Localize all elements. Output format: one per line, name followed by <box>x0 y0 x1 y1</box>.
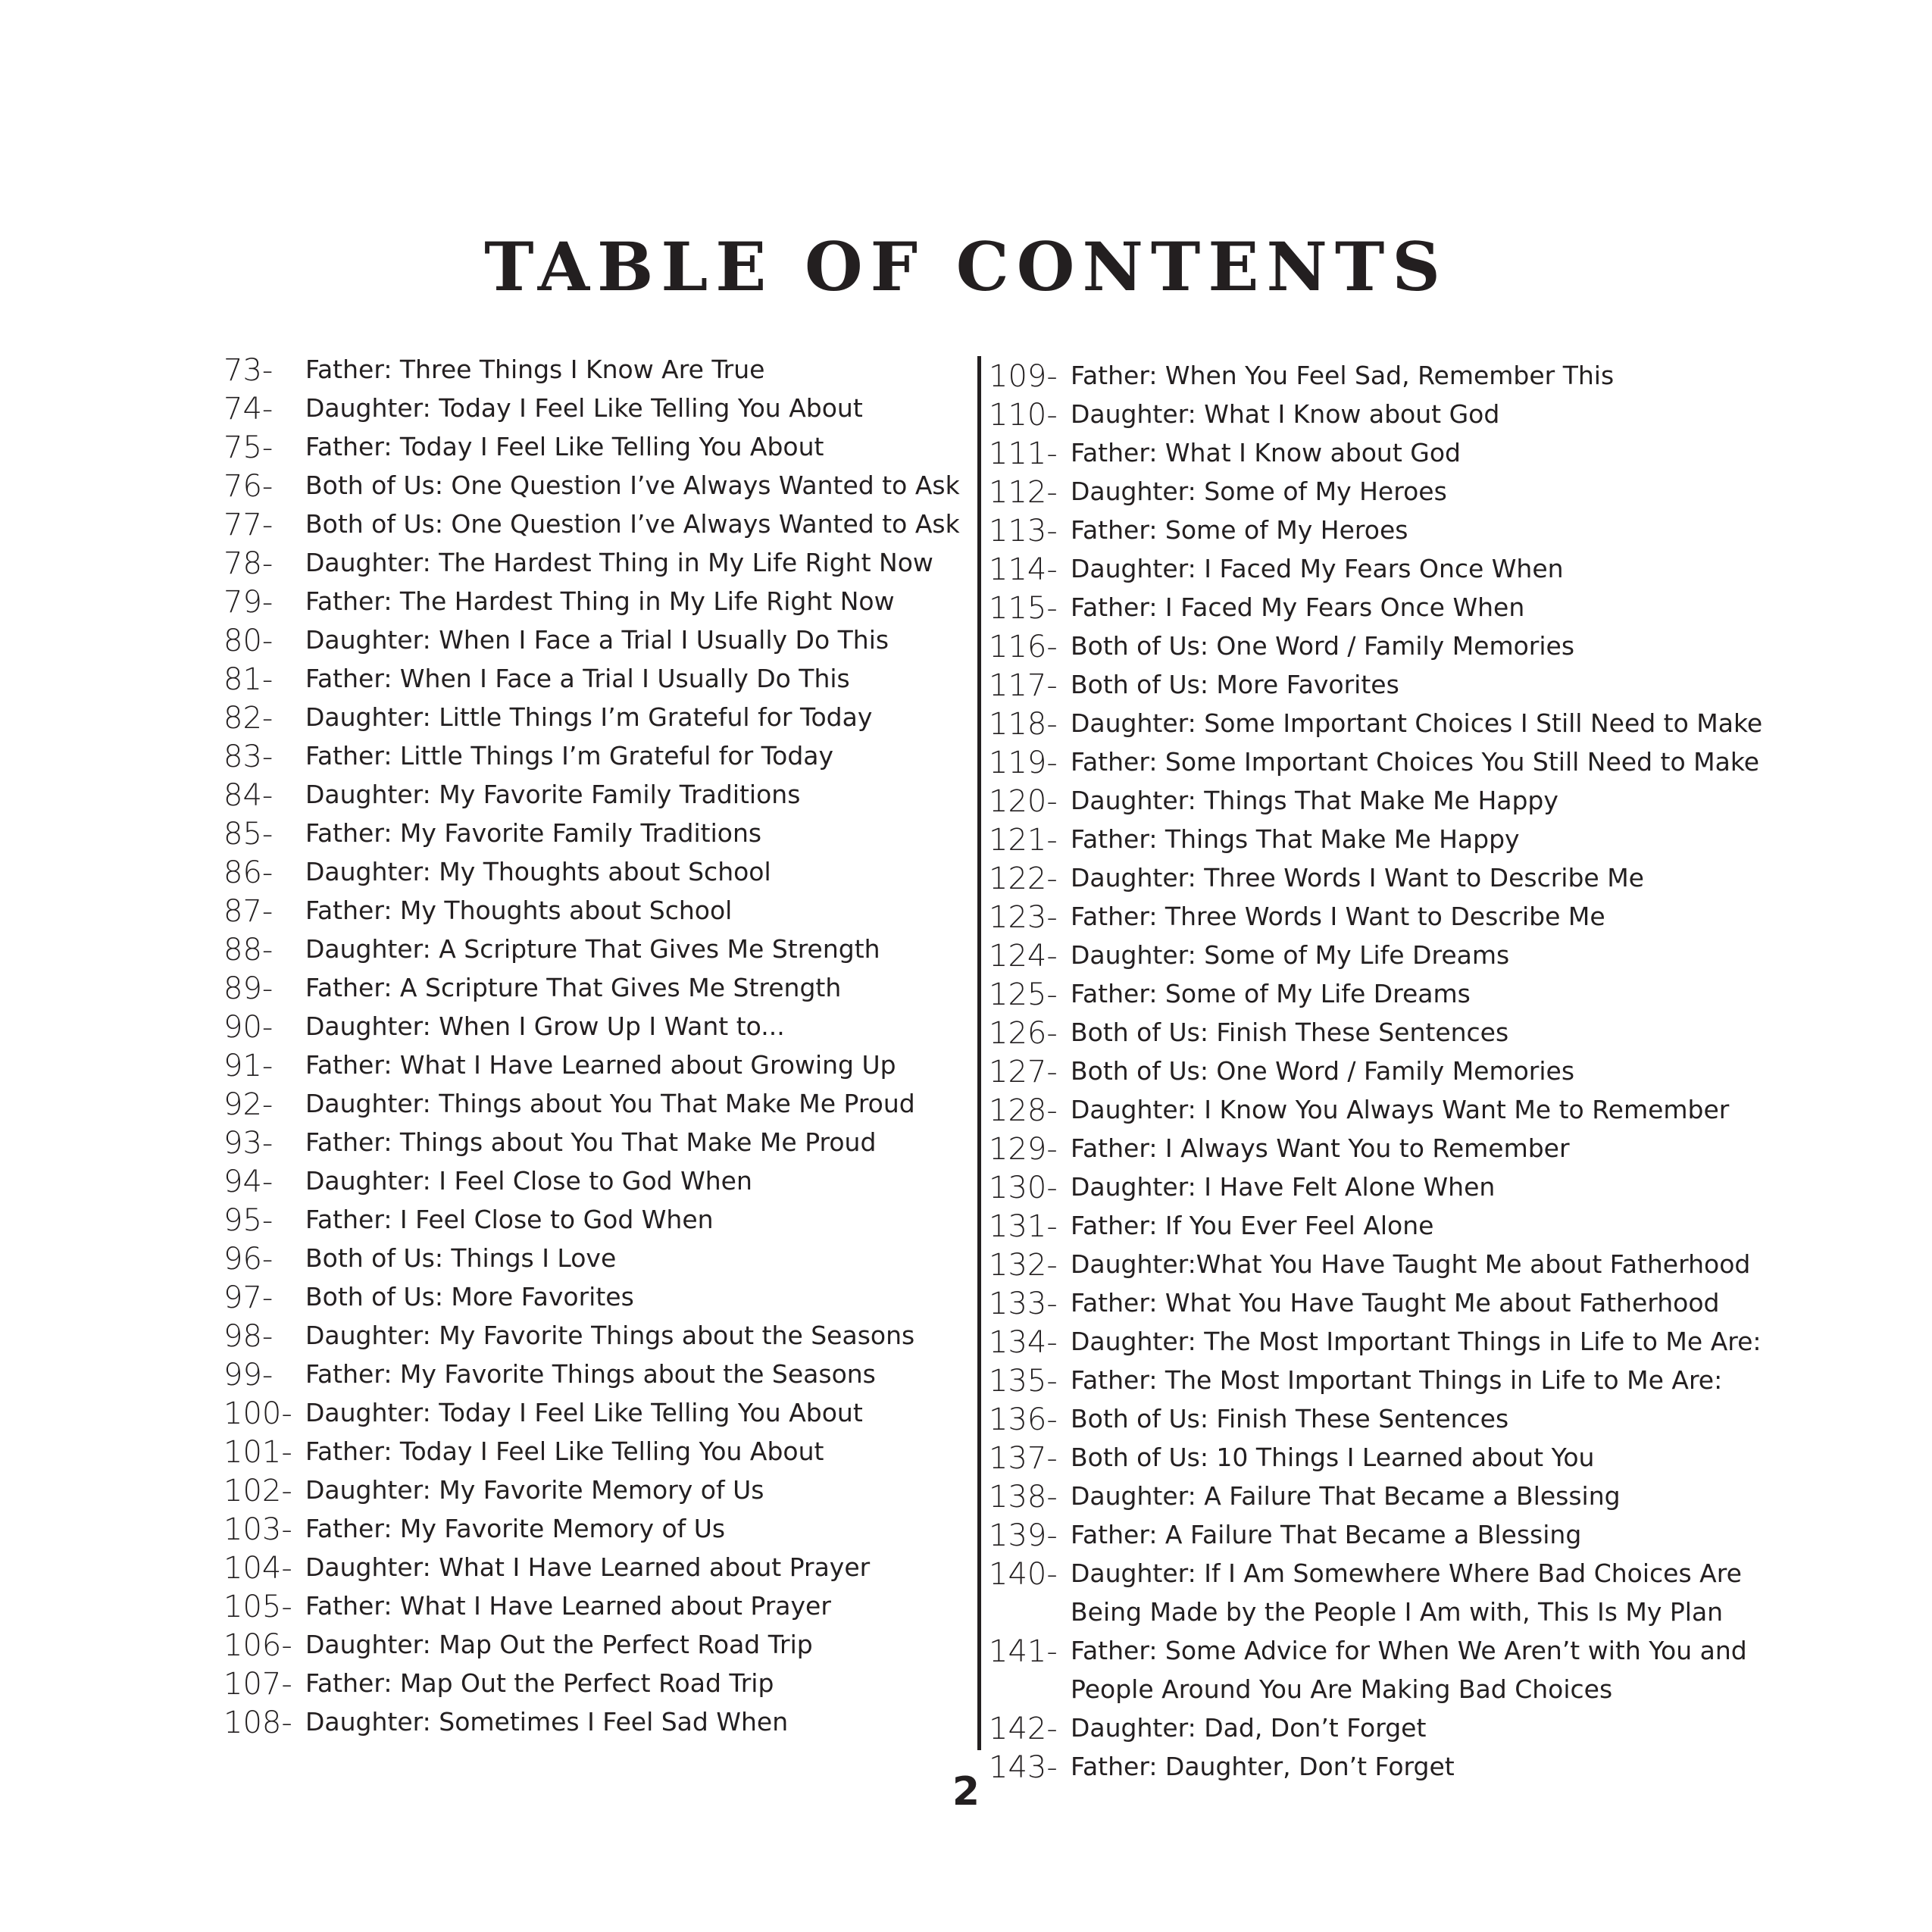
toc-entry-title: Father: A Scripture That Gives Me Strength <box>305 973 842 1002</box>
toc-entry-title: Daughter: What I Have Learned about Prayer <box>305 1552 871 1582</box>
toc-entry-number: 84- <box>224 778 274 813</box>
toc-entry-title: Father: If You Ever Feel Alone <box>1071 1211 1434 1240</box>
toc-entry-number: 108- <box>224 1705 292 1740</box>
toc-entry-number: 92- <box>224 1087 274 1122</box>
toc-entry-number: 100- <box>224 1396 292 1431</box>
toc-entry-title: Father: Some Advice for When We Aren’t with You and <box>1071 1636 1747 1665</box>
toc-entry-title: Both of Us: More Favorites <box>305 1282 634 1311</box>
toc-entry-title: Father: Daughter, Don’t Forget <box>1071 1752 1455 1781</box>
toc-entry-number: 124- <box>989 939 1058 974</box>
toc-entry-title: Daughter: Sometimes I Feel Sad When <box>305 1707 789 1737</box>
toc-entry-number: 110- <box>989 398 1058 433</box>
toc-entry-number: 106- <box>224 1628 292 1663</box>
toc-entry-number: 140- <box>989 1557 1058 1592</box>
toc-entry-title: Both of Us: More Favorites <box>1071 670 1399 699</box>
toc-entry-title: Both of Us: Finish These Sentences <box>1071 1404 1509 1433</box>
toc-entry-title: Daughter: If I Am Somewhere Where Bad Choices Are <box>1071 1558 1742 1588</box>
toc-entry-number: 80- <box>224 624 274 658</box>
toc-entry-title: Father: Little Things I’m Grateful for Today <box>305 741 834 771</box>
toc-entry-title: Daughter: My Favorite Memory of Us <box>305 1475 764 1505</box>
toc-entry-number: 95- <box>224 1203 274 1238</box>
toc-entry-number: 138- <box>989 1480 1058 1515</box>
toc-entry-title: Daughter: Today I Feel Like Telling You About <box>305 1398 863 1427</box>
toc-entry-number: 141- <box>989 1634 1058 1669</box>
page-number: 2 <box>952 1769 980 1815</box>
toc-entry-title: Father: My Favorite Family Traditions <box>305 818 762 848</box>
toc-entry-title: Father: Today I Feel Like Telling You About <box>305 1436 824 1466</box>
toc-entry-title: Father: Some of My Life Dreams <box>1071 979 1471 1008</box>
toc-entry-number: 116- <box>989 630 1058 664</box>
toc-entry-title: Daughter: Some of My Life Dreams <box>1071 940 1510 970</box>
toc-entry-title: Daughter: Three Words I Want to Describe Me <box>1071 863 1644 893</box>
toc-entry-title: Daughter: Things That Make Me Happy <box>1071 786 1558 815</box>
toc-entry-number: 112- <box>989 475 1058 510</box>
toc-entry-number: 105- <box>224 1590 292 1624</box>
toc-entry-title: Daughter: I Faced My Fears Once When <box>1071 554 1564 583</box>
toc-entry-number: 137- <box>989 1441 1058 1476</box>
toc-entry-number: 85- <box>224 817 274 852</box>
toc-entry-number: 123- <box>989 900 1058 935</box>
toc-entry-title: Both of Us: One Question I’ve Always Wanted to Ask <box>305 509 960 539</box>
toc-entry-title: Daughter: The Most Important Things in Life to Me Are: <box>1071 1327 1762 1356</box>
toc-entry-title: Daughter: Today I Feel Like Telling You About <box>305 393 863 423</box>
toc-entry-title: Father: When I Face a Trial I Usually Do This <box>305 664 850 693</box>
toc-entry-title: Daughter: The Hardest Thing in My Life Right Now <box>305 548 933 577</box>
toc-entry-title: Father: Three Words I Want to Describe Me <box>1071 902 1605 931</box>
toc-entry-number: 129- <box>989 1132 1058 1167</box>
toc-entry-title: Daughter: When I Face a Trial I Usually Do This <box>305 625 889 655</box>
toc-entry-number: 127- <box>989 1055 1058 1089</box>
toc-entry-number: 118- <box>989 707 1058 742</box>
toc-entry-title: Father: Some Important Choices You Still Need to Make <box>1071 747 1760 777</box>
toc-entry-title: Father: Some of My Heroes <box>1071 515 1408 545</box>
toc-entry-number: 88- <box>224 933 274 968</box>
toc-entry-title: Daughter: Dad, Don’t Forget <box>1071 1713 1427 1743</box>
toc-entry-number: 134- <box>989 1325 1058 1360</box>
toc-entry-number: 90- <box>224 1010 274 1045</box>
toc-entry-number: 83- <box>224 739 274 774</box>
toc-entry-number: 94- <box>224 1165 274 1199</box>
toc-entry-number: 78- <box>224 546 274 581</box>
toc-entry-number: 109- <box>989 359 1058 394</box>
toc-entry-title: Father: What I Have Learned about Prayer <box>305 1591 831 1621</box>
toc-entry-number: 143- <box>989 1750 1058 1785</box>
toc-entry-number: 98- <box>224 1319 274 1354</box>
toc-entry-number: 103- <box>224 1512 292 1547</box>
toc-entry-title: Daughter: What I Know about God <box>1071 399 1500 429</box>
toc-entry-number: 114- <box>989 552 1058 587</box>
toc-entry-number: 79- <box>224 585 274 620</box>
toc-entry-title: People Around You Are Making Bad Choices <box>1071 1674 1613 1704</box>
toc-entry-title: Both of Us: One Word / Family Memories <box>1071 1056 1575 1086</box>
toc-entry-title: Father: The Hardest Thing in My Life Right Now <box>305 586 895 616</box>
toc-entry-number: 73- <box>224 353 274 388</box>
toc-entry-title: Father: I Feel Close to God When <box>305 1205 714 1234</box>
toc-entry-number: 75- <box>224 430 274 465</box>
toc-entry-number: 74- <box>224 392 274 427</box>
toc-entry-title: Daughter: Some of My Heroes <box>1071 477 1447 506</box>
toc-entry-title: Father: My Thoughts about School <box>305 896 733 925</box>
column-divider <box>977 356 981 1750</box>
toc-entry-title: Father: What I Know about God <box>1071 438 1461 467</box>
toc-entry-title: Being Made by the People I Am with, This Is My Plan <box>1071 1597 1724 1627</box>
toc-entry-title: Daughter: Things about You That Make Me Proud <box>305 1089 915 1118</box>
toc-entry-number: 117- <box>989 668 1058 703</box>
toc-entry-title: Father: My Favorite Things about the Seasons <box>305 1359 876 1389</box>
toc-entry-number: 81- <box>224 662 274 697</box>
toc-entry-title: Daughter: I Know You Always Want Me to Remember <box>1071 1095 1730 1124</box>
toc-entry-title: Both of Us: 10 Things I Learned about You <box>1071 1443 1595 1472</box>
toc-entry-number: 101- <box>224 1435 292 1470</box>
toc-entry-title: Father: My Favorite Memory of Us <box>305 1514 726 1543</box>
toc-entry-title: Daughter: My Thoughts about School <box>305 857 771 886</box>
toc-entry-title: Father: Today I Feel Like Telling You About <box>305 432 824 461</box>
toc-entry-title: Daughter: I Have Felt Alone When <box>1071 1172 1496 1202</box>
toc-entry-number: 77- <box>224 508 274 542</box>
toc-entry-title: Father: The Most Important Things in Life to Me Are: <box>1071 1365 1723 1395</box>
toc-entry-number: 91- <box>224 1049 274 1083</box>
toc-entry-number: 86- <box>224 855 274 890</box>
toc-entry-number: 142- <box>989 1712 1058 1746</box>
toc-entry-number: 131- <box>989 1209 1058 1244</box>
toc-entry-number: 113- <box>989 514 1058 549</box>
toc-entry-title: Father: I Faced My Fears Once When <box>1071 592 1525 622</box>
toc-entry-title: Father: A Failure That Became a Blessing <box>1071 1520 1582 1549</box>
toc-entry-title: Father: When You Feel Sad, Remember This <box>1071 361 1615 390</box>
toc-entry-title: Both of Us: One Word / Family Memories <box>1071 631 1575 661</box>
toc-entry-number: 93- <box>224 1126 274 1161</box>
toc-entry-title: Father: Things about You That Make Me Proud <box>305 1127 877 1157</box>
toc-entry-number: 133- <box>989 1286 1058 1321</box>
toc-entry-title: Father: Map Out the Perfect Road Trip <box>305 1668 774 1698</box>
toc-entry-title: Both of Us: Things I Love <box>305 1243 617 1273</box>
page-title: TABLE OF CONTENTS <box>484 227 1448 306</box>
toc-entry-title: Father: Things That Make Me Happy <box>1071 824 1520 854</box>
toc-entry-title: Daughter: When I Grow Up I Want to... <box>305 1011 785 1041</box>
toc-entry-number: 122- <box>989 861 1058 896</box>
toc-entry-title: Daughter: Map Out the Perfect Road Trip <box>305 1630 813 1659</box>
toc-entry-number: 99- <box>224 1358 274 1393</box>
toc-entry-number: 96- <box>224 1242 274 1277</box>
toc-entry-number: 111- <box>989 436 1058 471</box>
toc-entry-number: 139- <box>989 1518 1058 1553</box>
toc-entry-number: 115- <box>989 591 1058 626</box>
toc-entry-number: 126- <box>989 1016 1058 1051</box>
toc-entry-title: Daughter:What You Have Taught Me about Fatherhood <box>1071 1249 1751 1279</box>
toc-entry-number: 120- <box>989 784 1058 819</box>
toc-entry-title: Daughter: I Feel Close to God When <box>305 1166 752 1196</box>
toc-entry-number: 135- <box>989 1364 1058 1399</box>
toc-entry-number: 130- <box>989 1171 1058 1205</box>
toc-entry-title: Daughter: Some Important Choices I Still Need to Make <box>1071 708 1763 738</box>
toc-entry-title: Father: What I Have Learned about Growing Up <box>305 1050 896 1080</box>
toc-entry-title: Father: Three Things I Know Are True <box>305 355 765 384</box>
toc-entry-number: 89- <box>224 971 274 1006</box>
toc-entry-title: Daughter: A Scripture That Gives Me Strength <box>305 934 880 964</box>
toc-entry-title: Daughter: My Favorite Things about the Seasons <box>305 1321 915 1350</box>
toc-entry-number: 132- <box>989 1248 1058 1283</box>
toc-entry-title: Father: I Always Want You to Remember <box>1071 1133 1570 1163</box>
toc-entry-number: 136- <box>989 1402 1058 1437</box>
toc-entry-number: 125- <box>989 977 1058 1012</box>
toc-entry-number: 97- <box>224 1280 274 1315</box>
toc-entry-number: 82- <box>224 701 274 736</box>
toc-entry-number: 104- <box>224 1551 292 1586</box>
toc-entry-number: 119- <box>989 746 1058 780</box>
toc-entry-number: 128- <box>989 1093 1058 1128</box>
toc-entry-title: Daughter: A Failure That Became a Blessing <box>1071 1481 1621 1511</box>
toc-entry-title: Both of Us: One Question I’ve Always Wanted to Ask <box>305 470 960 500</box>
toc-entry-number: 121- <box>989 823 1058 858</box>
toc-entry-number: 107- <box>224 1667 292 1702</box>
toc-entry-number: 76- <box>224 469 274 504</box>
toc-entry-title: Father: What You Have Taught Me about Fatherhood <box>1071 1288 1720 1318</box>
toc-entry-number: 102- <box>224 1474 292 1508</box>
toc-entry-title: Both of Us: Finish These Sentences <box>1071 1018 1509 1047</box>
toc-entry-title: Daughter: My Favorite Family Traditions <box>305 780 801 809</box>
toc-entry-title: Daughter: Little Things I’m Grateful for Today <box>305 702 873 732</box>
toc-entry-number: 87- <box>224 894 274 929</box>
